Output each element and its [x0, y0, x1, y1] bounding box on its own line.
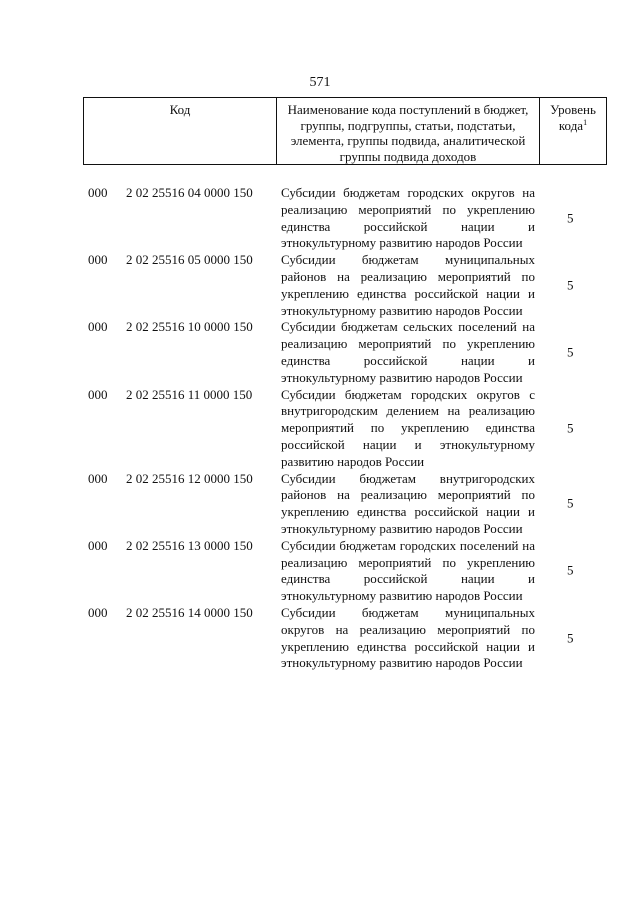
row-level: 5 — [567, 210, 574, 226]
table-row — [0, 538, 640, 605]
page-number: 571 — [309, 75, 331, 90]
row-description: Субсидии бюджетам городских округов с внутригородским делением на реализацию мероприятий по укреплению единства российской нации и этнокультурному развитию народов России — [281, 386, 535, 469]
row-prefix: 000 — [88, 537, 108, 553]
header-name: Наименование кода поступлений в бюджет, группы, подгруппы, статьи, подстатьи, элемента, группы подвида, аналитической группы подвида доходов — [277, 98, 540, 164]
table-row — [0, 387, 640, 471]
row-prefix: 000 — [88, 185, 108, 200]
table-row — [0, 319, 640, 386]
row-level: 5 — [567, 495, 574, 511]
row-level: 5 — [567, 420, 574, 436]
row-description: Субсидии бюджетам внутригородских районов на реализацию мероприятий по укреплению единства российской нации и этнокультурному развитию народов России — [281, 470, 535, 536]
table-body — [0, 185, 640, 672]
row-prefix: 000 — [88, 319, 108, 335]
row-code: 2 02 25516 14 0000 150 — [126, 604, 253, 620]
row-description: Субсидии бюджетам муниципальных округов на реализацию мероприятий по укреплению единства российской нации и этнокультурному развитию народов России — [281, 604, 535, 671]
row-code: 2 02 25516 11 0000 150 — [126, 386, 253, 402]
row-code: 2 02 25516 05 0000 150 — [126, 252, 253, 268]
row-level: 5 — [567, 562, 574, 578]
row-code: 2 02 25516 12 0000 150 — [126, 470, 253, 486]
header-code: Код — [84, 98, 277, 164]
row-description: Субсидии бюджетам городских поселений на реализацию мероприятий по укреплению единства российской нации и этнокультурному развитию народов России — [281, 537, 535, 604]
row-prefix: 000 — [88, 386, 108, 402]
table-row — [0, 605, 640, 672]
table-row — [0, 252, 640, 319]
row-code: 2 02 25516 13 0000 150 — [126, 537, 253, 553]
footnote-marker: 1 — [583, 117, 588, 127]
header-level-label: Уровень кода — [550, 102, 596, 133]
row-prefix: 000 — [88, 470, 108, 486]
table-row — [0, 471, 640, 538]
table-row — [0, 185, 640, 252]
row-description: Субсидии бюджетам муниципальных районов на реализацию мероприятий по укреплению единства российской нации и этнокультурному развитию народов России — [281, 252, 535, 318]
row-level: 5 — [567, 344, 574, 360]
row-description: Субсидии бюджетам сельских поселений на реализацию мероприятий по укреплению единства российской нации и этнокультурному развитию народов России — [281, 319, 535, 385]
row-prefix: 000 — [88, 604, 108, 620]
row-level: 5 — [567, 277, 574, 293]
table-header — [83, 97, 607, 165]
row-prefix: 000 — [88, 252, 108, 268]
header-level — [540, 98, 606, 164]
row-description: Субсидии бюджетам городских округов на реализацию мероприятий по укреплению единства российской нации и этнокультурному развитию народов России — [281, 185, 535, 251]
row-level: 5 — [567, 630, 574, 646]
row-code: 2 02 25516 04 0000 150 — [126, 185, 253, 200]
row-code: 2 02 25516 10 0000 150 — [126, 319, 253, 335]
